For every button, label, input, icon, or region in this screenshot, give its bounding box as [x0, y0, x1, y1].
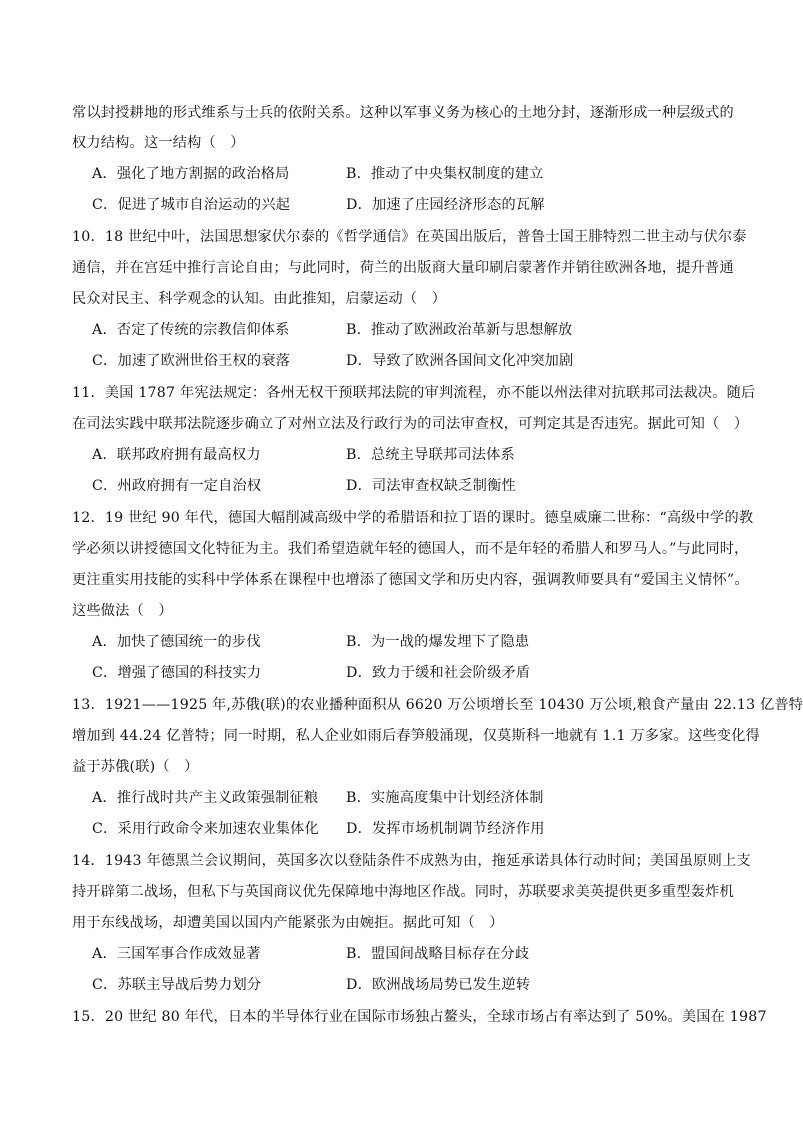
q10-option-a[interactable]: A．否定了传统的宗教信仰体系	[92, 322, 290, 338]
q14-stem-line-2: 持开辟第二战场，但私下与英国商议优先保障地中海地区作战。同时，苏联要求美英提供更多重型轰炸机	[72, 884, 734, 900]
q10-stem-line-3: 民众对民主、科学观念的认知。由此推知，启蒙运动（ ）	[72, 291, 447, 307]
q14-option-c[interactable]: C．苏联主导战后势力划分	[92, 977, 262, 993]
q10-option-c[interactable]: C．加速了欧洲世俗王权的衰落	[92, 353, 291, 369]
q9-stem-line-1: 常以封授耕地的形式维系与士兵的依附关系。这种以军事义务为核心的土地分封，逐渐形成一种层级式的	[72, 105, 734, 121]
q12-stem-line-4: 这些做法（ ）	[72, 603, 173, 619]
q13-stem-line-1: 13．1921——1925 年,苏俄(联)的农业播种面积从 6620 万公顷增长至 10430 万公顷,粮食产量由 22.13 亿普特	[72, 697, 803, 713]
q12-option-a[interactable]: A．加快了德国统一的步伐	[92, 634, 261, 650]
q12-option-b[interactable]: B．为一战的爆发埋下了隐患	[346, 634, 530, 650]
q14-option-b[interactable]: B．盟国间战略目标存在分歧	[346, 946, 530, 962]
q12-option-d[interactable]: D．致力于缓和社会阶级矛盾	[346, 665, 531, 681]
q13-option-d[interactable]: D．发挥市场机制调节经济作用	[346, 821, 545, 837]
q12-option-c[interactable]: C．增强了德国的科技实力	[92, 665, 262, 681]
q11-stem-line-1: 11．美国 1787 年宪法规定：各州无权干预联邦法院的审判流程，亦不能以州法律对抗联邦司法裁决。随后	[72, 385, 756, 401]
q10-option-d[interactable]: D．导致了欧洲各国间文化冲突加剧	[346, 353, 574, 369]
q13-option-c[interactable]: C．采用行政命令来加速农业集体化	[92, 821, 319, 837]
q11-option-b[interactable]: B．总统主导联邦司法体系	[346, 447, 515, 463]
q13-option-a[interactable]: A．推行战时共产主义政策强制征粮	[92, 790, 319, 806]
q12-stem-line-2: 学必须以讲授德国文化特征为主。我们希望造就年轻的德国人，而不是年轻的希腊人和罗马人。”与此同时，	[72, 541, 749, 557]
q9-option-a[interactable]: A．强化了地方割据的政治格局	[92, 166, 290, 182]
q13-stem-line-2: 增加到 44.24 亿普特；同一时期，私人企业如雨后春笋般涌现，仅莫斯科一地就有 1.1 万多家。这些变化得	[72, 728, 760, 744]
q13-stem-line-3: 益于苏俄(联)（ ）	[72, 759, 199, 775]
q14-option-d[interactable]: D．欧洲战场局势已发生逆转	[346, 977, 531, 993]
q13-option-b[interactable]: B．实施高度集中计划经济体制	[346, 790, 544, 806]
q9-option-d[interactable]: D．加速了庄园经济形态的瓦解	[346, 197, 545, 213]
q9-stem-line-2: 权力结构。这一结构（ ）	[72, 135, 245, 151]
q9-option-c[interactable]: C．促进了城市自治运动的兴起	[92, 197, 291, 213]
q12-stem-line-3: 更注重实用技能的实科中学体系在课程中也增添了德国文学和历史内容，强调教师要具有“爱国主义情怀”。	[72, 572, 749, 588]
q14-stem-line-3: 用于东线战场，却遭美国以国内产能紧张为由婉拒。据此可知（ ）	[72, 915, 504, 931]
q15-stem-line-1: 15．20 世纪 80 年代，日本的半导体行业在国际市场独占鳌头，全球市场占有率达到了 50%。美国在 1987	[72, 1009, 767, 1025]
q12-stem-line-1: 12．19 世纪 90 年代，德国大幅削减高级中学的希腊语和拉丁语的课时。德皇威廉二世称：“高级中学的教	[72, 510, 754, 526]
q11-stem-line-2: 在司法实践中联邦法院逐步确立了对州立法及行政行为的司法审查权，可判定其是否违宪。据此可知（ ）	[72, 416, 749, 432]
q11-option-d[interactable]: D．司法审查权缺乏制衡性	[346, 478, 516, 494]
q14-stem-line-1: 14．1943 年德黑兰会议期间，英国多次以登陆条件不成熟为由，拖延承诺具体行动时间；美国虽原则上支	[72, 853, 751, 869]
q10-stem-line-2: 通信，并在宫廷中推行言论自由；与此同时，荷兰的出版商大量印刷启蒙著作并销往欧洲各地，提升普通	[72, 260, 734, 276]
q14-option-a[interactable]: A．三国军事合作成效显著	[92, 946, 261, 962]
q9-option-b[interactable]: B．推动了中央集权制度的建立	[346, 166, 544, 182]
q10-stem-line-1: 10．18 世纪中叶，法国思想家伏尔泰的《哲学通信》在英国出版后，普鲁士国王腓特烈二世主动与伏尔泰	[72, 229, 747, 245]
q11-option-a[interactable]: A．联邦政府拥有最高权力	[92, 447, 261, 463]
q11-option-c[interactable]: C．州政府拥有一定自治权	[92, 478, 262, 494]
q10-option-b[interactable]: B．推动了欧洲政治革新与思想解放	[346, 322, 573, 338]
